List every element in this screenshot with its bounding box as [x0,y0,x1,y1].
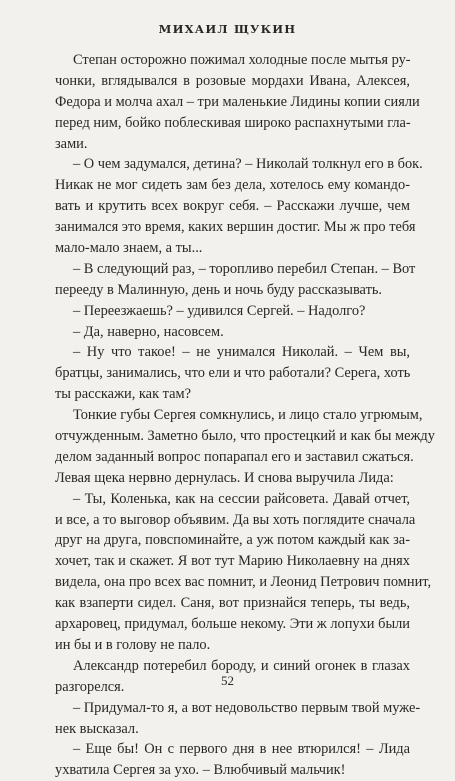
text-line: Федора и молча ахал – три маленькие Лидины копии сияли [55,93,420,110]
text-line: архаровец, придумал, больше некому. Эти ж лопухи были [55,616,410,633]
text-line: – Придумал-то я, а вот недовольство первым твой муже- [73,699,421,716]
text-line: – Да, наверно, насовсем. [73,323,224,340]
text-line: как взаперти сидел. Саня, вот признайся теперь, ты ведь, [55,595,410,612]
text-line: – В следующий раз, – торопливо перебил Степан. – Вот [73,260,416,277]
text-line: перед ним, бойко поблескивая широко распахнутыми гла- [55,114,411,131]
page-number: 52 [221,673,234,688]
text-line: и все, а то выговор объявим. Да вы хоть поглядите сначала [55,511,416,528]
text-line: друг на друга, повспоминайте, а уж потом каждый как за- [55,532,410,549]
text-line: Левая щека нервно дернулась. И снова выручила Лида: [55,469,394,486]
running-header: МИХАИЛ ЩУКИН [158,22,297,36]
text-line: – Ты, Коленька, как на сессии райсовета. Давай отчет, [73,490,410,507]
text-line: вать и крутить всех вокруг себя. – Расскажи лучше, чем [55,198,410,215]
text-line: Александр потеребил бороду, и синий огонек в глазах [73,657,410,674]
text-line: ты расскажи, как там? [55,386,192,403]
text-line: делом заданный вопрос попарапал его и заставил сжаться. [55,448,414,465]
text-line: ин бы и в голову не пало. [55,636,211,653]
text-line: видела, она про всех вас помнит, и Леонид Петрович помнит, [55,574,432,591]
text-line: хочет, так и скажет. Я вот тут Марию Николаевну на днях [55,553,410,570]
text-line: разгорелся. [55,678,125,695]
text-line: ухватила Сергея за ухо. – Влюбчивый мальчик! [55,762,346,779]
body-text [55,50,435,781]
text-line: Тонкие губы Сергея сомкнулись, и лицо стало угрюмым, [73,407,423,424]
text-line: – Ну что такое! – не унимался Николай. – Чем вы, [73,344,410,361]
text-line: мало-мало знаем, а ты... [55,240,203,257]
text-line: – Переезжаешь? – удивился Сергей. – Надолго? [73,302,366,319]
text-line: Никак не мог сидеть зам без дела, хотелось ему командо- [55,177,410,194]
text-line: – Еще бы! Он с первого дня в нее втюрился! – Лида [73,741,410,758]
text-line: – О чем задумался, детина? – Николай толкнул его в бок. [73,156,423,173]
text-line: нек высказал. [55,720,139,737]
text-line: Степан осторожно пожимал холодные после мытья ру- [73,52,411,68]
text-line: чонки, вглядывался в розовые мордахи Ивана, Алексея, [55,72,410,89]
text-line: перееду в Малинную, день и ночь буду рассказывать. [55,281,383,298]
text-line: братцы, занимались, что ели и что работали? Серега, хоть [55,365,411,382]
text-line: зами. [55,135,88,152]
text-line: отчужденным. Заметно было, что простецкий и как бы между [55,428,435,445]
text-line: занимался это время, каких вершин достиг. Мы ж про тебя [55,219,416,236]
